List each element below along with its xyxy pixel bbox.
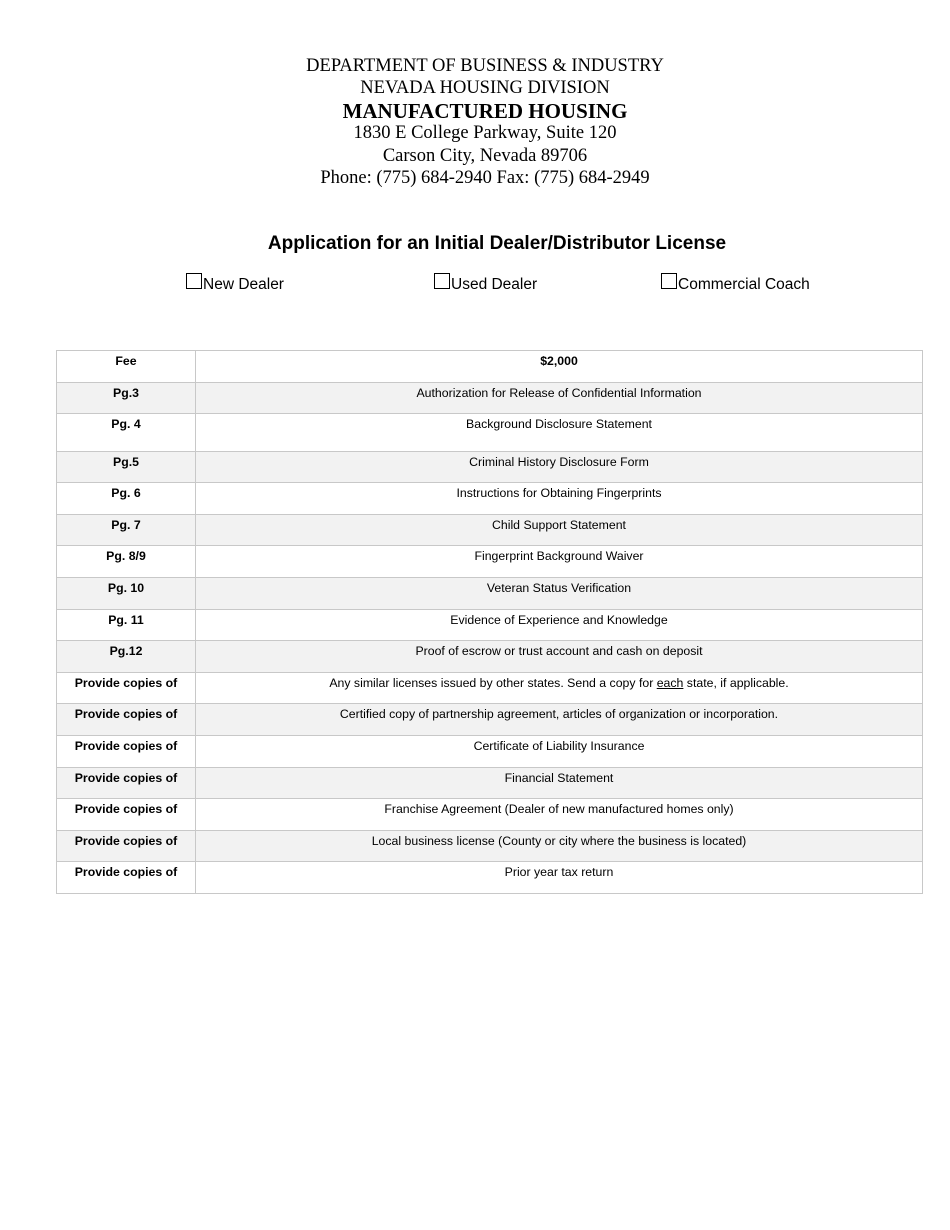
row-key: Pg. 6 — [57, 483, 196, 515]
used-dealer-checkbox[interactable] — [434, 273, 450, 289]
row-value: Instructions for Obtaining Fingerprints — [196, 483, 923, 515]
division-name: NEVADA HOUSING DIVISION — [360, 78, 610, 99]
table-row — [57, 641, 923, 673]
street-address: 1830 E College Parkway, Suite 120 — [353, 123, 617, 144]
row-key: Provide copies of — [57, 736, 196, 768]
row-key: Pg.5 — [57, 452, 196, 483]
table-row — [57, 610, 923, 641]
row-value: Local business license (County or city where the business is located) — [196, 831, 923, 862]
row-value: Proof of escrow or trust account and cash on deposit — [196, 641, 923, 673]
row-value: Financial Statement — [196, 768, 923, 799]
row-value-text: state, if applicable. — [683, 676, 789, 690]
agency-header — [0, 55, 950, 189]
row-key: Provide copies of — [57, 862, 196, 894]
row-value: Veteran Status Verification — [196, 578, 923, 610]
table-row — [57, 862, 923, 894]
commercial-coach-label: Commercial Coach — [678, 276, 810, 293]
table-row — [57, 673, 923, 704]
row-key: Provide copies of — [57, 704, 196, 736]
form-title: Application for an Initial Dealer/Distributor License — [267, 233, 727, 254]
row-value: Franchise Agreement (Dealer of new manufactured homes only) — [196, 799, 923, 831]
row-value: Criminal History Disclosure Form — [196, 452, 923, 483]
new-dealer-checkbox[interactable] — [186, 273, 202, 289]
row-value: Prior year tax return — [196, 862, 923, 894]
row-key: Provide copies of — [57, 768, 196, 799]
row-key: Provide copies of — [57, 673, 196, 704]
row-key: Provide copies of — [57, 831, 196, 862]
phone-fax: Phone: (775) 684-2940 Fax: (775) 684-2949 — [320, 168, 650, 189]
row-key: Pg.3 — [57, 383, 196, 414]
table-row — [57, 831, 923, 862]
used-dealer-label: Used Dealer — [451, 276, 538, 293]
row-value: Background Disclosure Statement — [196, 414, 923, 452]
row-value: Evidence of Experience and Knowledge — [196, 610, 923, 641]
requirements-table — [56, 350, 923, 894]
row-key: Provide copies of — [57, 799, 196, 831]
table-row — [57, 383, 923, 414]
new-dealer-label: New Dealer — [203, 276, 284, 293]
row-value: Fingerprint Background Waiver — [196, 546, 923, 578]
row-key: Pg. 11 — [57, 610, 196, 641]
table-row — [57, 736, 923, 768]
fee-row — [57, 351, 923, 383]
table-row — [57, 546, 923, 578]
program-name: MANUFACTURED HOUSING — [342, 98, 628, 123]
row-value: Certified copy of partnership agreement, articles of organization or incorporation. — [196, 704, 923, 736]
row-key: Pg. 10 — [57, 578, 196, 610]
table-row — [57, 704, 923, 736]
table-row — [57, 768, 923, 799]
fee-amount: $2,000 — [196, 351, 923, 383]
row-key: Pg.12 — [57, 641, 196, 673]
row-key: Pg. 4 — [57, 414, 196, 452]
row-value: Certificate of Liability Insurance — [196, 736, 923, 768]
used-dealer-option[interactable] — [434, 272, 537, 297]
city-state-zip: Carson City, Nevada 89706 — [382, 145, 588, 166]
new-dealer-option[interactable] — [186, 272, 284, 297]
row-value: Authorization for Release of Confidential Information — [196, 383, 923, 414]
row-value — [196, 673, 923, 704]
row-key: Pg. 7 — [57, 515, 196, 546]
table-row — [57, 452, 923, 483]
table-row — [57, 414, 923, 452]
commercial-coach-option[interactable] — [661, 272, 810, 297]
row-value-text: Any similar licenses issued by other states. Send a copy for — [329, 676, 657, 690]
row-key: Pg. 8/9 — [57, 546, 196, 578]
row-value-emphasis: each — [656, 676, 684, 690]
table-row — [57, 483, 923, 515]
department-name: DEPARTMENT OF BUSINESS & INDUSTRY — [306, 56, 664, 76]
table-row — [57, 578, 923, 610]
commercial-coach-checkbox[interactable] — [661, 273, 677, 289]
row-key: Fee — [57, 351, 196, 383]
row-value: Child Support Statement — [196, 515, 923, 546]
table-row — [57, 799, 923, 831]
table-row — [57, 515, 923, 546]
